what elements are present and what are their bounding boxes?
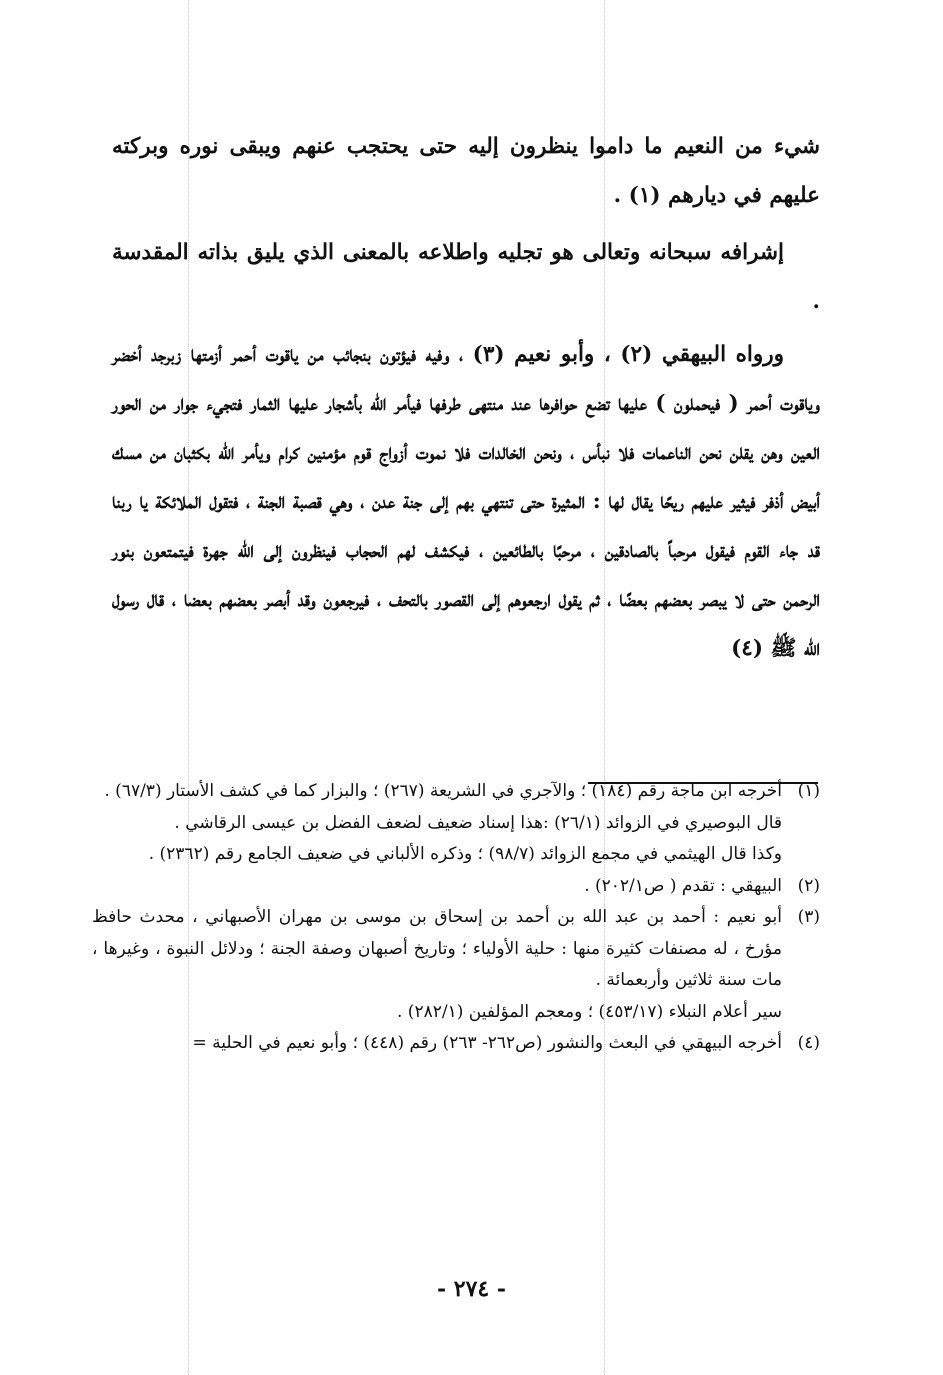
footnote-text: البيهقي : تقدم ( ص٢٠٢/١) .: [584, 875, 782, 896]
footnotes: [92, 776, 820, 1060]
body-paragraph: شيء من النعيم ما داموا ينظرون إليه حتى يحتجب عنهم ويبقى نوره وبركته عليهم في ديارهم (١) .: [112, 134, 820, 208]
footnote-number: (١): [797, 781, 820, 801]
footnote-1: [92, 776, 820, 871]
footnote-text: أخرجه ابن ماجة رقم (١٨٤) ؛ والآجري في الشريعة (٢٦٧) ؛ والبزار كما في كشف الأستار (٦٧/٣) .: [104, 781, 782, 801]
footnote-2: [92, 871, 820, 903]
footnote-number: (٢): [797, 875, 820, 896]
footnote-number: (٤): [797, 1033, 820, 1053]
footnote-text: وكذا قال الهيثمي في مجمع الزوائد (٩٨/٧) ؛ وذكره الألباني في ضعيف الجامع رقم (٢٣٦٢) .: [148, 844, 782, 864]
page-number: - ٢٧٤ -: [436, 1276, 507, 1302]
footnote-4: [92, 1028, 820, 1060]
body-paragraph: ورواه البيهقي (٢) ، وأبو نعيم (٣) ، وفيه فيؤتون بنجائب من ياقوت أحمر أزمتها زبرجد أخضر وياقوت أحمر ( فيحملون ) عليها تضع حوافرها عند منتهى طرفها فيأمر الله بأشجار عليها الثمار فتجيء جوار من الحور العين وهن يقلن نحن الناعمات فلا نبأس ، ونحن الخالدات فلا نموت أزواج قوم مؤمنين كرام ويأمر الله بكثبان من مسك أبيض أذفر فيثير عليهم ريحًا يقال لها : المثيرة حتى تنتهي بهم إلى جنة عدن ، وهي قصبة الجنة ، فتقول الملائكة يا ربنا قد جاء القوم فيقول مرحباً بالصادقين ، مرحبًا بالطائعين ، فيكشف لهم الحجاب فينظرون إلى الله جهرة فيتمتعون بنور الرحمن حتى لا يبصر بعضهم بعضًا ، ثم يقول ارجعوهم إلى القصور بالتحف ، فيرجعون وقد أبصر بعضهم بعضا ، قال رسول الله ﷺ (٤): [112, 342, 820, 661]
body-paragraph: إشرافه سبحانه وتعالى هو تجليه واطلاعه بالمعنى الذي يليق بذاته المقدسة .: [112, 240, 820, 314]
main-text: [112, 122, 820, 673]
footnote-text: أبو نعيم : أحمد بن عبد الله بن أحمد بن إسحاق بن موسى بن مهران الأصبهاني ، محدث حافظ مؤرخ ، له مصنفات كثيرة منها : حلية الأولياء ؛ وتاريخ أصبهان وصفة الجنة ؛ ودلائل النبوة ، وغيرها ، مات سنة ثلاثين وأربعمائة .: [92, 907, 782, 990]
footnote-3: [92, 902, 820, 1028]
footnote-text: سير أعلام النبلاء (٤٥٣/١٧) ؛ ومعجم المؤلفين (٢٨٢/١) .: [397, 1001, 782, 1022]
footnote-text: قال البوصيري في الزوائد (٢٦/١) :هذا إسناد ضعيف لضعف الفضل بن عيسى الرقاشي .: [174, 812, 782, 833]
footnote-text: أخرجه البيهقي في البعث والنشور (ص٢٦٢- ٢٦٣) رقم (٤٤٨) ؛ وأبو نعيم في الحلية =: [192, 1033, 782, 1053]
footnote-number: (٣): [797, 907, 820, 927]
